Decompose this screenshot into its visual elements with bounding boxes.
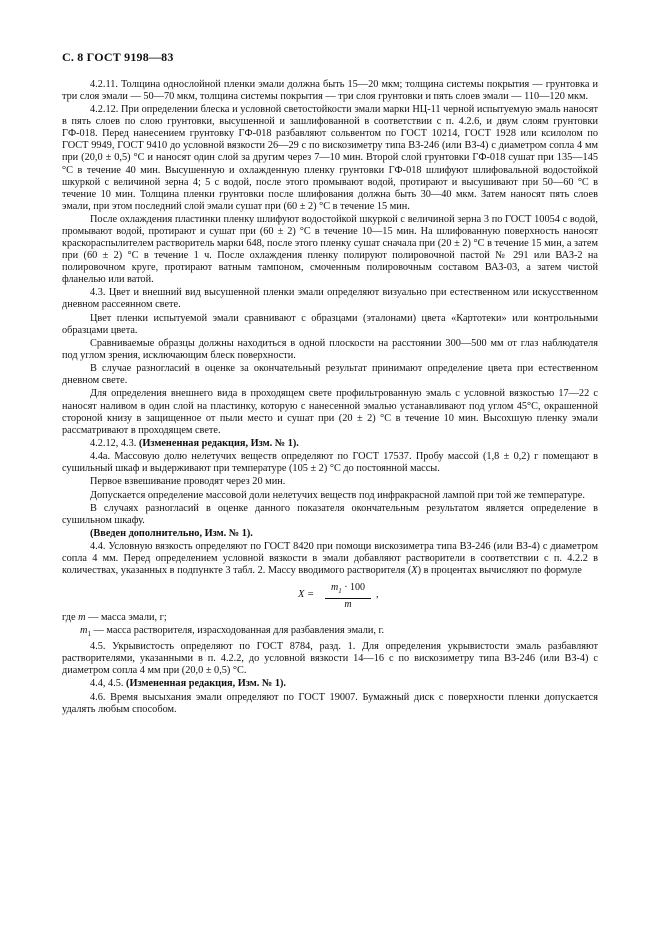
formula-lhs: X = bbox=[298, 588, 315, 600]
formula-numerator bbox=[325, 582, 371, 599]
paragraph-dispute: В случаях разногласий в оценке данного показателя окончательным результатом является определение в сушильном шкафу. bbox=[62, 502, 598, 526]
variable-m1: m bbox=[80, 624, 88, 636]
paragraph-transmitted-light: Для определения внешнего вида в проходящем свете профильтрованную эмаль с условной вязкостью 17—22 с наносят наливом в один слой на пластинку, которую с нанесенной эмалью устанавливают под углом 45°С, окрашенной стороной книзу в защищенное от пыли место и сушат при (20 ± 2) °С в течение 10 мин. Высохшую пленку эмали рассматривают в проходящем свете. bbox=[62, 388, 598, 436]
formula bbox=[62, 581, 598, 610]
paragraph-disagreement: В случае разногласий в оценке за окончательный результат принимают определение цвета при естественном дневном свете. bbox=[62, 363, 598, 387]
where-line-2 bbox=[62, 625, 598, 640]
amendment-label: (Измененная редакция, Изм. № 1). bbox=[138, 437, 299, 449]
amendment-note-2 bbox=[62, 528, 598, 540]
formula-subscript: 1 bbox=[338, 586, 342, 595]
formula-var: m bbox=[330, 581, 339, 593]
text-run: — масса эмали, г; bbox=[85, 611, 167, 623]
formula-fraction bbox=[325, 582, 371, 611]
paragraph-4-5: 4.5. Укрывистость определяют по ГОСТ 8784, разд. 1. Для определения укрывистости эмаль разбавляют растворителями, указанными в п. 4.2.2, до условной вязкости 14—16 с по вискозиметру типа ВЗ-246 (или ВЗ-4) с диаметром сопла 4 мм при (20,0 ± 0,5) °С. bbox=[62, 641, 598, 677]
variable-x: X bbox=[411, 565, 418, 577]
page-header: С. 8 ГОСТ 9198—83 bbox=[62, 50, 174, 64]
text-run: ) в процентах вычисляют по формуле bbox=[417, 565, 582, 577]
paragraph-color-compare: Цвет пленки испытуемой эмали сравнивают с образцами (эталонами) цвета «Картотеки» или контрольными образцами цвета. bbox=[62, 312, 598, 336]
formula-factor: · 100 bbox=[341, 581, 366, 593]
text-run: 4.4. Условную вязкость определяют по ГОСТ 8420 при помощи вискозиметра типа ВЗ-246 (или ВЗ-4) с диаметром сопла 4 мм. Перед определением условной вязкости в эмали добавляют растворители в соответствии с п. 4.2.2 в количествах, указанных в подпункте 3 табл. 2. Массу вводимого растворителя ( bbox=[62, 541, 598, 577]
paragraph-4-4a: 4.4а. Массовую долю нелетучих веществ определяют по ГОСТ 17537. Пробу массой (1,8 ± 0,2) г помещают в сушильный шкаф и выдерживают при температуре (105 ± 2) °С до постоянной массы. bbox=[62, 451, 598, 475]
amendment-ref: 4.2.12, 4.3. bbox=[90, 437, 137, 449]
where-line-1 bbox=[62, 612, 598, 624]
document-body bbox=[62, 79, 598, 717]
text-run: где bbox=[62, 611, 79, 623]
amendment-note-1 bbox=[62, 438, 598, 450]
text-run: — масса растворителя, израсходованная для разбавления эмали, г. bbox=[90, 624, 385, 636]
subscript: 1 bbox=[87, 629, 91, 638]
variable-m: m bbox=[78, 611, 86, 623]
paragraph-4-4 bbox=[62, 541, 598, 577]
formula-denominator: m bbox=[344, 598, 352, 610]
amendment-note-3 bbox=[62, 678, 598, 690]
amendment-label: (Введен дополнительно, Изм. № 1). bbox=[90, 528, 253, 540]
paragraph-4-2-12: 4.2.12. При определении блеска и условной светостойкости эмали марки НЦ-11 черной испытуемую эмаль наносят в пять слоев по слою грунтовки, высушенной и зашлифованной в соответствии с п. 4.2.6, и двум слоям грунтовки ГФ-018. Перед нанесением грунтовку ГФ-018 разбавляют сольвентом по ГОСТ 10214, ГОСТ 1928 или ксилолом по ГОСТ 9949, ГОСТ 9410 до условной вязкости 26—29 с по вискозиметру типа ВЗ-246 (или ВЗ-4) с диаметром сопла 4 мм при (20,0 ± 0,5) °С и наносят один слой за другим через 7—10 мин. Второй слой грунтовки ГФ-018 сушат при 135—145 °С в течение 40 мин. Высушенную и охлажденную пленку грунтовки ГФ-018 шлифуют шлифовальной водостойкой шкуркой с величиной зерна 4; 5 с водой, после этого промывают водой, протирают и высушивают при 50—60 °С в течение 10 мин. Толщина пленки грунтовки после шлифования должна быть 30—40 мкм. Затем наносят пять слоев эмали, при этом последний слой эмали сушат при (60 ± 2) °С в течение 15 мин. bbox=[62, 104, 598, 212]
amendment-ref: 4.4, 4.5. bbox=[90, 678, 124, 690]
formula-comma: , bbox=[376, 588, 379, 600]
paragraph-distance: Сравниваемые образцы должны находиться в одной плоскости на расстоянии 300—500 мм от глаз наблюдателя под углом зрения, исключающим блеск поверхности. bbox=[62, 337, 598, 361]
amendment-label: (Измененная редакция, Изм. № 1). bbox=[126, 678, 286, 690]
paragraph-infrared: Допускается определение массовой доли нелетучих веществ под инфракрасной лампой при той же температуре. bbox=[90, 489, 585, 501]
paragraph-4-2-11: 4.2.11. Толщина однослойной пленки эмали должна быть 15—20 мкм; толщина системы покрытия — грунтовка и три слоя эмали — 50—70 мкм, толщина системы покрытия — три слоя грунтовки и пять слоев эмали — 110—120 мкм. bbox=[62, 79, 598, 103]
paragraph-polishing: После охлаждения пластинки пленку шлифуют водостойкой шкуркой с величиной зерна 3 по ГОСТ 10054 с водой, промывают водой, протирают и сушат при (60 ± 2) °С в течение 10—15 мин. На шлифованную поверхность наносят краскораспылителем растворитель марки 648, после этого пленку сушат сначала при (20 ± 2) °С в течение 15 мин, а затем при (60 ± 2) °С в течение 1 ч. После охлаждения пленку полируют полировочной пастой № 291 или ВАЗ-2 на полировочном круге, протирают ватным тампоном, смоченным полировочным составом ВАЗ-03, а затем чистой фланелью или ватой. bbox=[62, 213, 598, 286]
paragraph-first-weighing: Первое взвешивание проводят через 20 мин. bbox=[90, 476, 286, 488]
paragraph-4-3: 4.3. Цвет и внешний вид высушенной пленки эмали определяют визуально при естественном или искусственном дневном рассеянном свете. bbox=[62, 287, 598, 311]
paragraph-4-6: 4.6. Время высыхания эмали определяют по ГОСТ 19007. Бумажный диск с поверхности пленки допускается удалять любым способом. bbox=[62, 691, 598, 715]
